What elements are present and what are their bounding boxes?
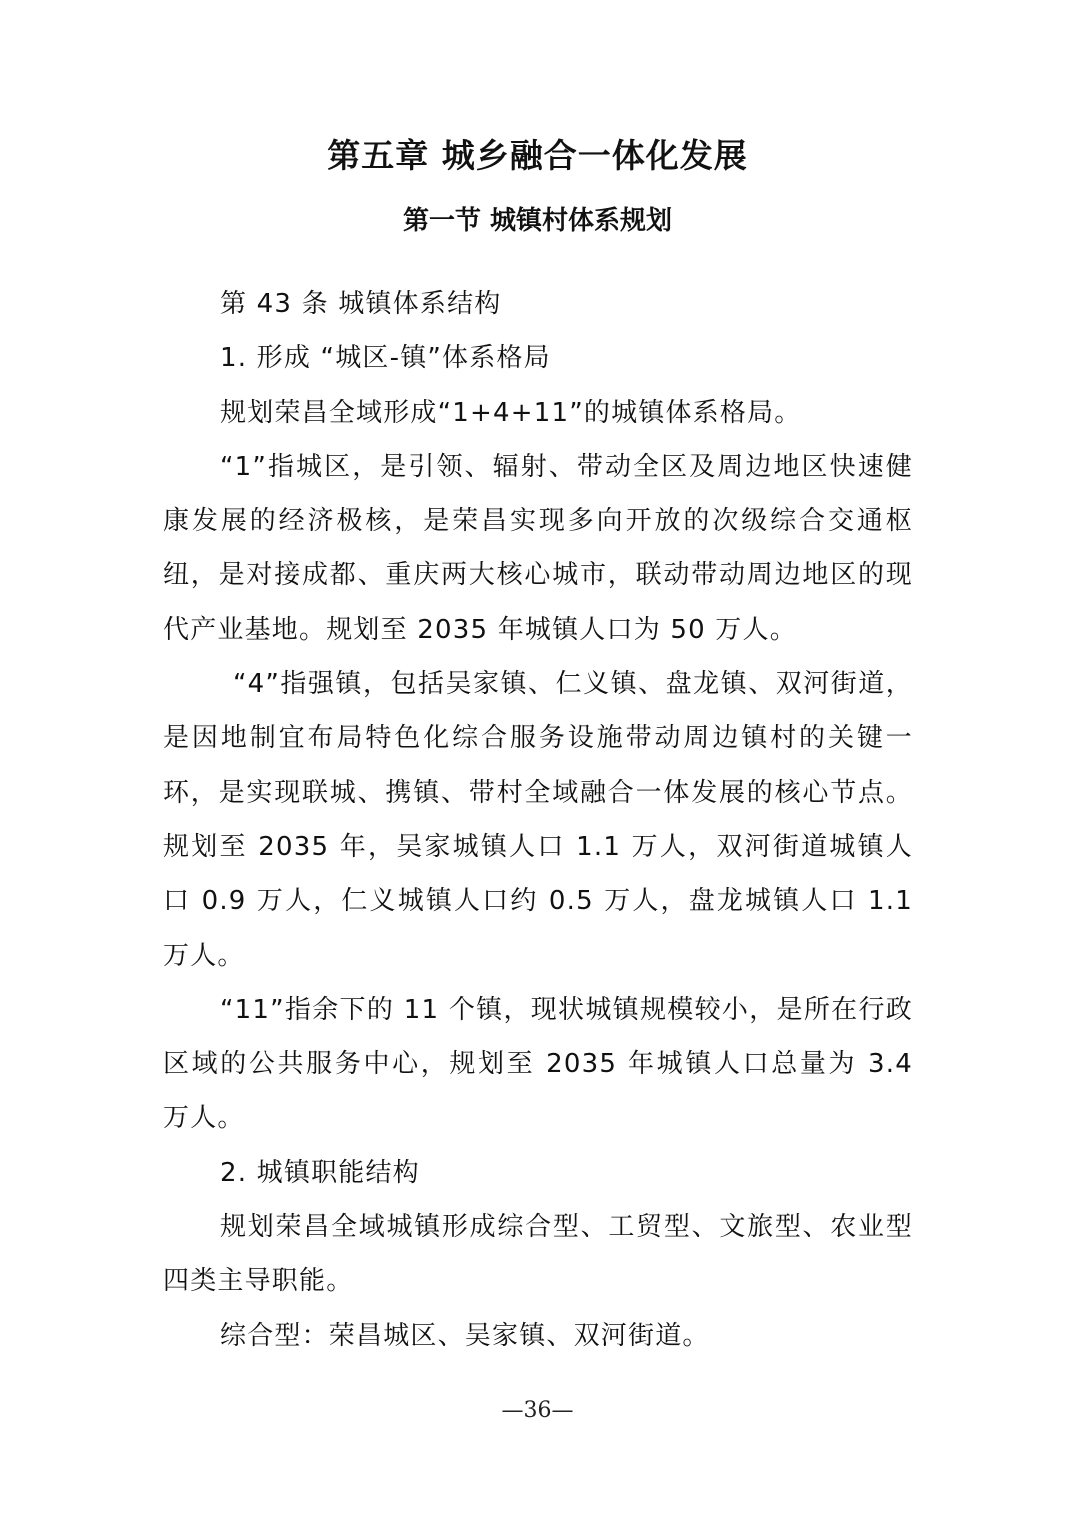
- page-number: —36—: [501, 1398, 574, 1423]
- body-text: [163, 277, 913, 1363]
- section-title: 第一节 城镇村体系规划: [402, 206, 673, 236]
- paragraph: “4”指强镇，包括吴家镇、仁义镇、盘龙镇、双河街道，是因地制宜布局特色化综合服务设施带动周边镇村的关键一环，是实现联城、携镇、带村全域融合一体发展的核心节点。规划至 2035 年，吴家城镇人口 1.1 万人，双河街道城镇人口 0.9 万人，仁义城镇人口约 0.5 万人，盘龙城镇人口 1.1 万人。: [163, 669, 913, 971]
- paragraph: “11”指余下的 11 个镇，现状城镇规模较小，是所在行政区域的公共服务中心，规划至 2035 年城镇人口总量为 3.4 万人。: [163, 994, 913, 1134]
- article-heading: 第 43 条 城镇体系结构: [220, 289, 502, 319]
- paragraph: 规划荣昌全域形成“1+4+11”的城镇体系格局。: [220, 397, 802, 428]
- paragraph: 规划荣昌全域城镇形成综合型、工贸型、文旅型、农业型四类主导职能。: [163, 1212, 913, 1297]
- chapter-title: 第五章 城乡融合一体化发展: [327, 136, 748, 175]
- paragraph: “1”指城区，是引领、辐射、带动全区及周边地区快速健康发展的经济极核，是荣昌实现多向开放的次级综合交通枢纽，是对接成都、重庆两大核心城市，联动带动周边地区的现代产业基地。规划至 2035 年城镇人口为 50 万人。: [163, 451, 913, 645]
- subheading-1: 1. 形成 “城区-镇”体系格局: [220, 343, 551, 374]
- paragraph: 综合型：荣昌城区、吴家镇、双河街道。: [220, 1320, 710, 1351]
- subheading-2: 2. 城镇职能结构: [220, 1157, 420, 1188]
